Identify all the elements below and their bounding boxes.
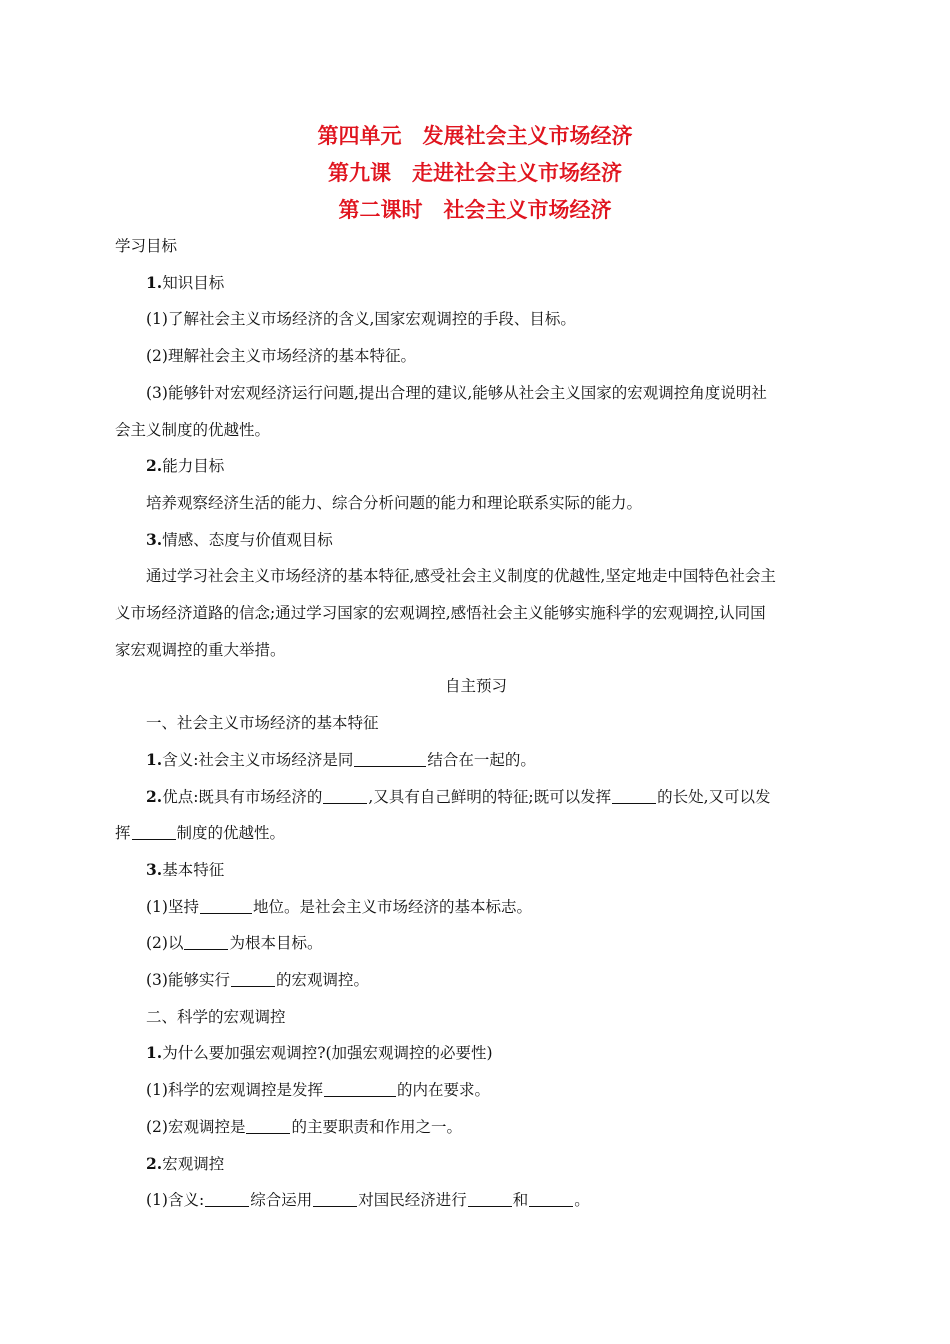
goals-heading: 学习目标: [115, 237, 178, 255]
title-block: [0, 118, 950, 229]
text: 含义:社会主义市场经济是同: [162, 750, 354, 769]
feature-item: [115, 962, 837, 999]
knowledge-goal-heading: [115, 265, 837, 302]
text: ,又具有自己鲜明的特征;既可以发挥: [368, 787, 612, 806]
fill-blank[interactable]: [313, 1190, 357, 1207]
item-number: 1.: [146, 749, 163, 769]
item-label: 为什么要加强宏观调控?(加强宏观调控的必要性): [162, 1044, 493, 1063]
item-label: 基本特征: [162, 860, 225, 879]
knowledge-item: (2)理解社会主义市场经济的基本特征。: [146, 347, 416, 366]
fill-blank[interactable]: [612, 787, 656, 804]
text: 结合在一起的。: [427, 750, 536, 769]
ability-goal-heading: [115, 448, 837, 485]
feature-item: [115, 925, 837, 962]
item-number: 2.: [146, 1153, 163, 1173]
emotion-goal-text: 义市场经济道路的信念;通过学习国家的宏观调控,感悟社会主义能够实施科学的宏观调控,认同国: [115, 604, 766, 623]
item-label: 能力目标: [162, 457, 225, 476]
text: 制度的优越性。: [176, 824, 286, 843]
text: 优点:既具有市场经济的: [162, 787, 323, 806]
item-number: 2.: [146, 456, 163, 476]
fill-blank[interactable]: [200, 897, 252, 914]
knowledge-item: (3)能够针对宏观经济运行问题,提出合理的建议,能够从社会主义国家的宏观调控角度说明社: [146, 383, 767, 402]
control-item: [115, 1182, 837, 1219]
meaning-line: [115, 742, 837, 779]
lesson-title: 第九课 走进社会主义市场经济: [328, 161, 622, 185]
text: 的宏观调控。: [275, 971, 369, 990]
period-title: 第二课时 社会主义市场经济: [338, 198, 612, 222]
item-number: 2.: [146, 786, 163, 806]
fill-blank[interactable]: [468, 1190, 512, 1207]
text: 综合运用: [250, 1191, 313, 1210]
fill-blank[interactable]: [132, 823, 176, 840]
text: 和: [512, 1191, 529, 1210]
emotion-goal-text: 通过学习社会主义市场经济的基本特征,感受社会主义制度的优越性,坚定地走中国特色社会主: [146, 567, 776, 586]
fill-blank[interactable]: [231, 970, 275, 987]
merit-line: [115, 779, 837, 816]
fill-blank[interactable]: [324, 1080, 396, 1097]
text: (2)宏观调控是: [146, 1117, 246, 1136]
ability-goal-text: 培养观察经济生活的能力、综合分析问题的能力和理论联系实际的能力。: [146, 493, 643, 512]
fill-blank[interactable]: [529, 1190, 573, 1207]
text: 为根本目标。: [229, 934, 323, 953]
text: 对国民经济进行: [358, 1191, 467, 1210]
merit-line-continued: [115, 815, 837, 852]
section1-title: 一、社会主义市场经济的基本特征: [146, 714, 379, 733]
fill-blank[interactable]: [323, 787, 367, 804]
text: 地位。是社会主义市场经济的基本标志。: [252, 897, 532, 916]
document-body: [115, 228, 837, 1219]
fill-blank[interactable]: [246, 1117, 290, 1134]
text: (3)能够实行: [146, 971, 230, 990]
knowledge-item-continued: 会主义制度的优越性。: [115, 420, 271, 439]
preview-heading: 自主预习: [444, 677, 507, 696]
text: (1)坚持: [146, 897, 199, 916]
item-number: 1.: [146, 272, 163, 292]
item-label: 情感、态度与价值观目标: [162, 530, 333, 549]
text: 的主要职责和作用之一。: [291, 1117, 462, 1136]
text: 的长处,又可以发: [657, 787, 771, 806]
emotion-goal-heading: [115, 522, 837, 559]
features-heading: [115, 852, 837, 889]
text: 的内在要求。: [396, 1081, 490, 1100]
text: 挥: [115, 824, 131, 843]
item-number: 1.: [146, 1043, 163, 1063]
fill-blank[interactable]: [184, 933, 228, 950]
item-label: 知识目标: [162, 273, 225, 292]
fill-blank[interactable]: [205, 1190, 249, 1207]
item-label: 宏观调控: [162, 1154, 225, 1173]
control-heading: [115, 1146, 837, 1183]
text: (2)以: [146, 934, 184, 953]
feature-item: [115, 889, 837, 926]
emotion-goal-text: 家宏观调控的重大举措。: [115, 640, 286, 659]
text: (1)含义:: [146, 1191, 205, 1210]
unit-title: 第四单元 发展社会主义市场经济: [317, 124, 633, 148]
why-heading: [115, 1035, 837, 1072]
text: 。: [574, 1191, 590, 1210]
why-item: [115, 1072, 837, 1109]
why-item: [115, 1109, 837, 1146]
item-number: 3.: [146, 529, 163, 549]
section2-title: 二、科学的宏观调控: [146, 1007, 286, 1026]
text: (1)科学的宏观调控是发挥: [146, 1081, 323, 1100]
item-number: 3.: [146, 859, 163, 879]
fill-blank[interactable]: [354, 750, 426, 767]
knowledge-item: (1)了解社会主义市场经济的含义,国家宏观调控的手段、目标。: [146, 310, 576, 329]
